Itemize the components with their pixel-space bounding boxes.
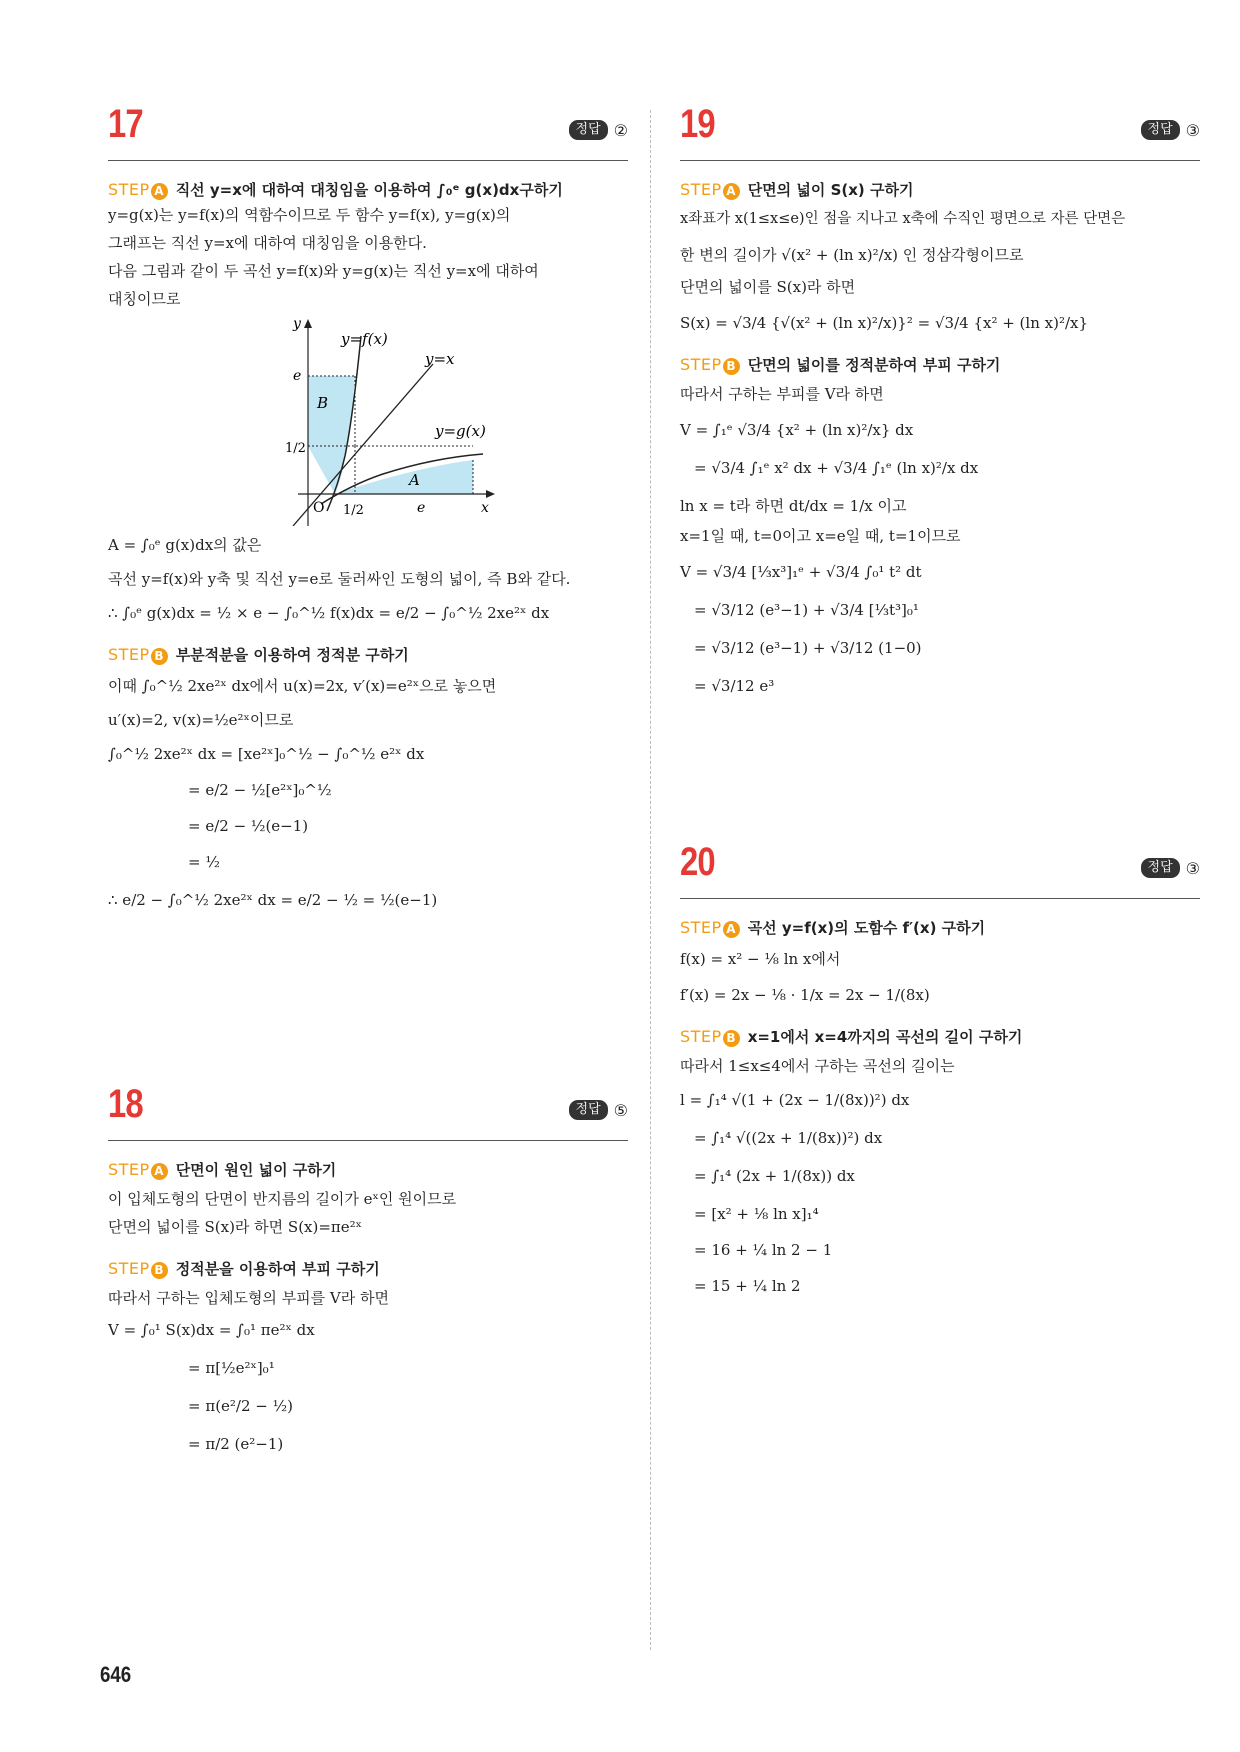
math-line: = ∫₁⁴ (2x + 1/(8x)) dx (694, 1167, 855, 1185)
math-line: = π[½e²ˣ]₀¹ (188, 1359, 275, 1377)
math-line: = √3/4 ∫₁ᵉ x² dx + √3/4 ∫₁ᵉ (ln x)²/x dx (694, 459, 979, 477)
text-line: 한 변의 길이가 √(x² + (ln x)²/x) 인 정삼각형이므로 (680, 246, 1024, 264)
page-number: 646 (100, 1662, 132, 1687)
math-line: = 15 + ¼ ln 2 (694, 1277, 801, 1295)
step-title: 직선 y=x에 대하여 대칭임을 이용하여 ∫₀ᵉ g(x)dx구하기 (175, 181, 563, 199)
answer-value: ③ (1185, 120, 1200, 140)
e-y-label: e (293, 368, 302, 384)
math-line: = e/2 − ½(e−1) (188, 817, 309, 835)
answer-value: ② (613, 120, 628, 140)
e-x-label: e (417, 500, 426, 516)
text-line: x=1일 때, t=0이고 x=e일 때, t=1이므로 (680, 527, 961, 545)
step-b (680, 1026, 1200, 1047)
answer-value: ⑤ (613, 1100, 628, 1120)
answer (1141, 120, 1200, 140)
answer-badge: 정답 (1141, 120, 1180, 140)
answer (569, 120, 628, 140)
step-letter: B (723, 1030, 740, 1047)
text-line: 단면의 넓이를 S(x)라 하면 S(x)=πe²ˣ (108, 1218, 363, 1236)
step-letter: B (151, 1262, 168, 1279)
step-title: 단면이 원인 넓이 구하기 (175, 1161, 337, 1179)
problem-number: 19 (680, 102, 715, 146)
step-title: 단면의 넓이 S(x) 구하기 (747, 181, 914, 199)
y-axis-arrow (304, 319, 312, 328)
step-a (108, 1159, 628, 1180)
text-line: x좌표가 x(1≤x≤e)인 점을 지나고 x축에 수직인 평면으로 자른 단면은 (680, 211, 1126, 227)
half-y-label: 1/2 (285, 441, 306, 456)
step-tag: STEP (680, 179, 722, 199)
math-line: = √3/12 (e³−1) + √3/4 [⅓t³]₀¹ (694, 601, 919, 619)
step-letter: B (723, 358, 740, 375)
answer-value: ③ (1185, 858, 1200, 878)
g-label: y=g(x) (435, 422, 486, 440)
region-b (308, 376, 355, 494)
text-line: 따라서 1≤x≤4에서 구하는 곡선의 길이는 (680, 1057, 955, 1075)
text-line: ln x = t라 하면 dt/dx = 1/x 이고 (680, 497, 907, 515)
math-line: = ½ (188, 853, 220, 871)
problem-number: 18 (108, 1082, 143, 1126)
math-line: = π/2 (e²−1) (188, 1435, 284, 1453)
step-letter: A (151, 183, 168, 200)
text-line: ∴ ∫₀ᵉ g(x)dx = ½ × e − ∫₀^½ f(x)dx = e/2 − ∫₀^½ 2xe²ˣ dx (108, 604, 550, 622)
y-axis-label: y (293, 316, 301, 332)
step-tag: STEP (108, 179, 150, 199)
text-line: 다음 그림과 같이 두 곡선 y=f(x)와 y=g(x)는 직선 y=x에 대하여 (108, 262, 539, 280)
line-label: y=x (425, 350, 455, 368)
problem-18 (108, 1080, 628, 1457)
step-title: 곡선 y=f(x)의 도함수 f′(x) 구하기 (747, 919, 986, 937)
math-line: = 16 + ¼ ln 2 − 1 (694, 1241, 833, 1259)
math-line: S(x) = √3/4 {√(x² + (ln x)²/x)}² = √3/4 {x² + (ln x)²/x} (680, 314, 1089, 332)
region-b-label: B (317, 394, 329, 412)
step-letter: A (151, 1163, 168, 1180)
step-title: 부분적분을 이용하여 정적분 구하기 (175, 646, 409, 664)
conclusion-line: ∴ e/2 − ∫₀^½ 2xe²ˣ dx = e/2 − ½ = ½(e−1) (108, 891, 438, 909)
math-line: f(x) = x² − ⅛ ln x에서 (680, 950, 841, 968)
region-a (335, 460, 473, 494)
problem-number: 17 (108, 102, 143, 146)
problem-19 (680, 100, 1200, 699)
text-line: 이 입체도형의 단면이 반지름의 길이가 eˣ인 원이므로 (108, 1190, 457, 1208)
step-a (108, 179, 628, 200)
step-tag: STEP (108, 1159, 150, 1179)
graph-figure (108, 316, 628, 526)
problem-header (108, 100, 628, 161)
answer-badge: 정답 (1141, 858, 1180, 878)
text-line: ∫₀^½ 2xe²ˣ dx = [xe²ˣ]₀^½ − ∫₀^½ e²ˣ dx (108, 745, 425, 763)
math-line: l = ∫₁⁴ √(1 + (2x − 1/(8x))²) dx (680, 1091, 910, 1109)
answer (569, 1100, 628, 1120)
half-x-label: 1/2 (343, 503, 364, 518)
step-letter: A (723, 921, 740, 938)
problem-header (680, 838, 1200, 899)
f-label: y=f(x) (341, 330, 388, 348)
math-line: V = ∫₀¹ S(x)dx = ∫₀¹ πe²ˣ dx (108, 1321, 315, 1339)
region-a-label: A (409, 471, 420, 489)
math-line: = e/2 − ½[e²ˣ]₀^½ (188, 781, 332, 799)
math-line: V = ∫₁ᵉ √3/4 {x² + (ln x)²/x} dx (680, 421, 914, 439)
answer-badge: 정답 (569, 120, 608, 140)
origin-label: O (313, 500, 325, 516)
step-title: 정적분을 이용하여 부피 구하기 (175, 1260, 380, 1278)
text-line: A = ∫₀ᵉ g(x)dx의 값은 (108, 536, 262, 554)
problem-17 (108, 100, 628, 913)
problem-header (680, 100, 1200, 161)
problem-number: 20 (680, 840, 715, 884)
text-line: 단면의 넓이를 S(x)라 하면 (680, 278, 856, 296)
step-tag: STEP (680, 354, 722, 374)
step-b (108, 644, 628, 665)
math-line: = [x² + ⅛ ln x]₁⁴ (694, 1205, 819, 1223)
step-letter: B (151, 648, 168, 665)
step-a (680, 917, 1200, 938)
step-title: 단면의 넓이를 정적분하여 부피 구하기 (747, 356, 1001, 374)
column-divider (650, 110, 651, 1650)
answer (1141, 858, 1200, 878)
step-a (680, 179, 1200, 200)
x-axis-arrow (486, 490, 495, 498)
text-line: 곡선 y=f(x)와 y축 및 직선 y=e로 둘러싸인 도형의 넓이, 즉 B와 같다. (108, 570, 571, 588)
math-line: = √3/12 e³ (694, 677, 775, 695)
math-line: = √3/12 (e³−1) + √3/12 (1−0) (694, 639, 922, 657)
text-line: 대칭이므로 (108, 290, 181, 308)
problem-header (108, 1080, 628, 1141)
math-line: V = √3/4 [⅓x³]₁ᵉ + √3/4 ∫₀¹ t² dt (680, 563, 922, 581)
text-line: y=g(x)는 y=f(x)의 역함수이므로 두 함수 y=f(x), y=g(x)의 (108, 206, 511, 224)
text-line: 따라서 구하는 부피를 V라 하면 (680, 385, 884, 403)
step-b (680, 354, 1200, 375)
math-line: = π(e²/2 − ½) (188, 1397, 294, 1415)
step-b (108, 1258, 628, 1279)
math-line: = ∫₁⁴ √((2x + 1/(8x))²) dx (694, 1129, 883, 1147)
text-line: 이때 ∫₀^½ 2xe²ˣ dx에서 u(x)=2x, v′(x)=e²ˣ으로 놓으면 (108, 677, 497, 695)
text-line: 그래프는 직선 y=x에 대하여 대칭임을 이용한다. (108, 234, 427, 252)
step-tag: STEP (108, 1258, 150, 1278)
step-tag: STEP (680, 917, 722, 937)
answer-badge: 정답 (569, 1100, 608, 1120)
step-tag: STEP (108, 644, 150, 664)
x-axis-label: x (481, 500, 489, 516)
step-tag: STEP (680, 1026, 722, 1046)
text-line: 따라서 구하는 입체도형의 부피를 V라 하면 (108, 1289, 390, 1307)
text-line: u′(x)=2, v(x)=½e²ˣ이므로 (108, 711, 294, 729)
problem-20 (680, 838, 1200, 1299)
step-letter: A (723, 183, 740, 200)
math-line: f′(x) = 2x − ⅛ · 1/x = 2x − 1/(8x) (680, 986, 930, 1004)
step-title: x=1에서 x=4까지의 곡선의 길이 구하기 (747, 1028, 1023, 1046)
